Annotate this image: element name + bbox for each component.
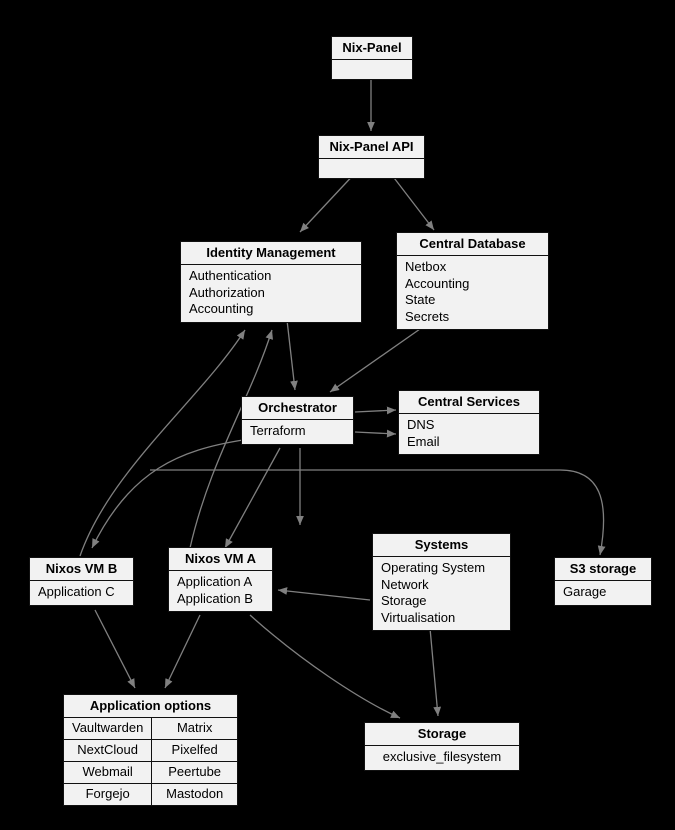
node-nix-panel-body xyxy=(332,60,412,79)
edge-vmb-to-identity xyxy=(80,330,245,556)
node-nix-panel-title: Nix-Panel xyxy=(332,37,412,60)
node-central-database-title: Central Database xyxy=(397,233,548,256)
app-option-nextcloud[interactable]: NextCloud xyxy=(64,739,152,761)
app-option-matrix[interactable]: Matrix xyxy=(152,717,237,739)
node-s3-storage-body xyxy=(555,581,651,605)
node-orchestrator-body xyxy=(242,420,353,444)
identity-row-authentication: Authentication xyxy=(189,268,272,283)
systems-row-virtualisation: Virtualisation xyxy=(381,609,456,625)
edge-api-to-identity xyxy=(300,170,358,232)
vma-row-application-b: Application B xyxy=(177,590,253,606)
node-nixos-vm-a[interactable] xyxy=(168,547,273,612)
node-storage-title: Storage xyxy=(365,723,519,746)
vmb-row-application-c: Application C xyxy=(38,584,115,599)
node-s3-storage-title: S3 storage xyxy=(555,558,651,581)
node-nix-panel-api[interactable] xyxy=(318,135,425,179)
node-central-services[interactable] xyxy=(398,390,540,455)
edge-systems-to-storage xyxy=(430,628,438,716)
storage-row-exclusive-filesystem: exclusive_filesystem xyxy=(382,749,502,764)
edge-vma-to-appoptions xyxy=(165,615,200,688)
identity-row-accounting: Accounting xyxy=(189,301,254,316)
node-systems-body xyxy=(373,557,510,630)
app-option-forgejo[interactable]: Forgejo xyxy=(64,783,152,805)
node-identity-management-title: Identity Management xyxy=(181,242,361,265)
node-nixos-vm-a-title: Nixos VM A xyxy=(169,548,272,571)
edge-identity-to-orchestrator xyxy=(287,320,295,390)
identity-row-authorization: Authorization xyxy=(189,284,265,300)
node-central-database[interactable] xyxy=(396,232,549,330)
app-option-peertube[interactable]: Peertube xyxy=(152,761,237,783)
node-application-options[interactable] xyxy=(63,694,238,806)
node-s3-storage[interactable] xyxy=(554,557,652,606)
database-row-secrets: Secrets xyxy=(405,308,450,324)
node-nix-panel-api-body xyxy=(319,159,424,178)
systems-row-storage: Storage xyxy=(381,593,427,608)
node-nixos-vm-b-body xyxy=(30,581,133,605)
orchestrator-row-terraform: Terraform xyxy=(250,423,306,438)
edge-api-to-database xyxy=(388,170,434,230)
node-nix-panel-api-title: Nix-Panel API xyxy=(319,136,424,159)
node-systems-title: Systems xyxy=(373,534,510,557)
edge-orchestrator-to-services-2 xyxy=(355,432,396,434)
edge-systems-to-vma xyxy=(278,590,370,600)
node-storage[interactable] xyxy=(364,722,520,771)
node-central-database-body xyxy=(397,256,548,329)
vma-row-application-a: Application A xyxy=(177,574,253,589)
node-orchestrator-title: Orchestrator xyxy=(242,397,353,420)
edge-orchestrator-to-services-1 xyxy=(355,410,396,412)
node-nixos-vm-b[interactable] xyxy=(29,557,134,606)
node-application-options-title: Application options xyxy=(89,698,212,713)
database-row-state: State xyxy=(405,292,436,307)
node-storage-body xyxy=(365,746,519,770)
database-row-accounting: Accounting xyxy=(405,275,470,291)
database-row-netbox: Netbox xyxy=(405,259,447,274)
s3-row-garage: Garage xyxy=(563,584,607,599)
systems-row-network: Network xyxy=(381,576,429,592)
application-options-grid xyxy=(64,717,237,805)
edge-vmb-to-appoptions xyxy=(95,610,135,688)
node-central-services-title: Central Services xyxy=(399,391,539,414)
app-option-vaultwarden[interactable]: Vaultwarden xyxy=(64,717,152,739)
edge-orchestrator-to-vma xyxy=(225,448,280,548)
edge-orchestrator-to-vmb xyxy=(92,440,243,548)
node-identity-management-body xyxy=(181,265,361,322)
systems-row-operating-system: Operating System xyxy=(381,560,486,575)
node-orchestrator[interactable] xyxy=(241,396,354,445)
edge-database-to-orchestrator xyxy=(330,329,420,392)
node-nixos-vm-a-body xyxy=(169,571,272,611)
app-option-mastodon[interactable]: Mastodon xyxy=(152,783,237,805)
node-nixos-vm-b-title: Nixos VM B xyxy=(30,558,133,581)
app-option-webmail[interactable]: Webmail xyxy=(64,761,152,783)
node-nix-panel[interactable] xyxy=(331,36,413,80)
services-row-email: Email xyxy=(407,433,440,449)
node-central-services-body xyxy=(399,414,539,454)
node-systems[interactable] xyxy=(372,533,511,631)
app-option-pixelfed[interactable]: Pixelfed xyxy=(152,739,237,761)
services-row-dns: DNS xyxy=(407,417,435,432)
node-identity-management[interactable] xyxy=(180,241,362,323)
